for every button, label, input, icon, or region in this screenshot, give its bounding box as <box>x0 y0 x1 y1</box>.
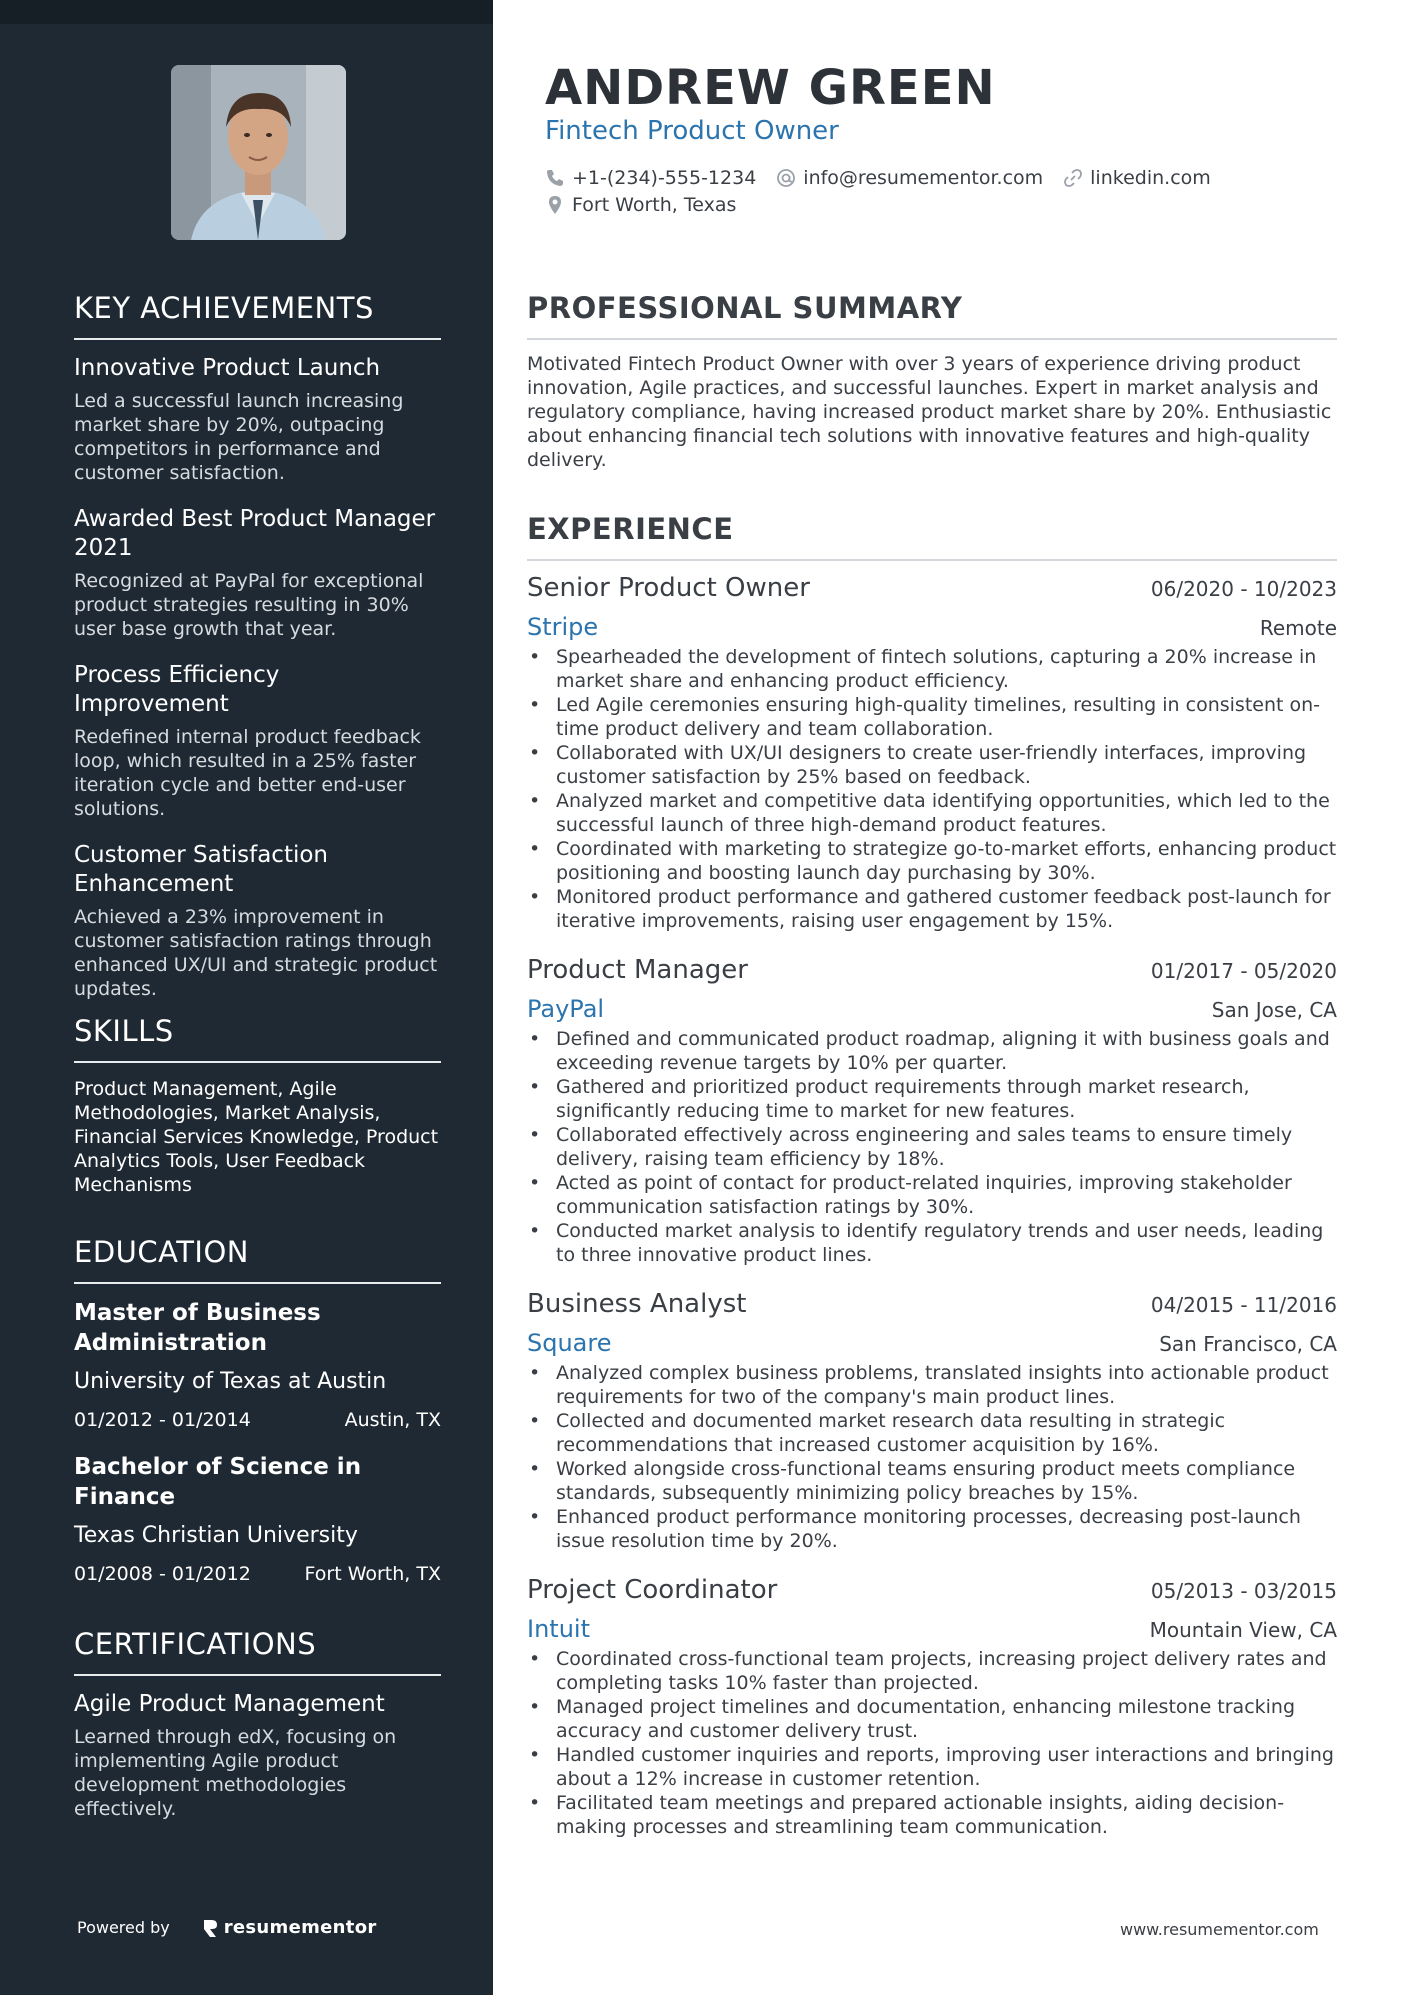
skills-section <box>74 1014 441 1197</box>
job-bullet: • Collaborated with UX/UI designers to create user-friendly interfaces, improving customer satisfaction by 25% based on feedback. <box>527 741 1337 789</box>
job-bullet: • Defined and communicated product roadmap, aligning it with business goals and exceeding revenue targets by 10% per quarter. <box>527 1027 1337 1075</box>
education-school: Texas Christian University <box>74 1523 358 1548</box>
achievement-text: Achieved a 23% improvement in customer satisfaction ratings through enhanced UX/UI and strategic product updates. <box>74 906 438 1000</box>
job-bullet: • Managed project timelines and documentation, enhancing milestone tracking accuracy and customer delivery trust. <box>527 1695 1337 1743</box>
job-role: Business Analyst <box>527 1289 747 1319</box>
profile-photo <box>171 65 346 240</box>
education-meta <box>74 1408 441 1432</box>
skills-heading: SKILLS <box>74 1014 441 1063</box>
achievement-text: Redefined internal product feedback loop, which resulted in a 25% faster iteration cycle and better end-user solutions. <box>74 726 421 820</box>
job-bullet: • Collaborated effectively across engineering and sales teams to ensure timely delivery, raising team efficiency by 18%. <box>527 1123 1337 1171</box>
job-dates: 06/2020 - 10/2023 <box>1150 577 1337 601</box>
job-bullet: • Collected and documented market research data resulting in strategic recommendations that increased customer acquisition by 16%. <box>527 1409 1337 1457</box>
contact-location: Fort Worth, Texas <box>545 194 736 216</box>
summary-heading: PROFESSIONAL SUMMARY <box>527 291 1337 340</box>
job-entry <box>527 573 1337 933</box>
key-achievements-section <box>74 291 441 1001</box>
job-entry <box>527 1575 1337 1839</box>
job-dates: 04/2015 - 11/2016 <box>1150 1293 1337 1317</box>
key-achievements-heading: KEY ACHIEVEMENTS <box>74 291 441 340</box>
job-company: Stripe <box>527 613 599 641</box>
job-company: Square <box>527 1329 612 1357</box>
education-location: Fort Worth, TX <box>304 1563 441 1585</box>
job-bullets <box>527 645 1337 933</box>
job-dates: 05/2013 - 03/2015 <box>1150 1579 1337 1603</box>
education-degree: Master of Business Administration <box>74 1300 321 1356</box>
experience-section <box>527 512 1337 1839</box>
professional-summary-section <box>527 291 1337 472</box>
education-degree: Bachelor of Science in Finance <box>74 1454 362 1510</box>
job-role: Product Manager <box>527 955 748 985</box>
job-bullet: • Gathered and prioritized product requirements through market research, significantly reducing time to market for new features. <box>527 1075 1337 1123</box>
contact-phone[interactable]: +1-(234)-555-1234 <box>545 167 756 189</box>
candidate-name: ANDREW GREEN <box>545 60 996 116</box>
job-bullet: • Worked alongside cross-functional teams ensuring product meets compliance standards, subsequently minimizing policy breaches by 15%. <box>527 1457 1337 1505</box>
certification-title: Agile Product Management <box>74 1691 385 1717</box>
at-icon <box>776 168 796 188</box>
education-location: Austin, TX <box>344 1409 441 1431</box>
job-bullet: • Enhanced product performance monitoring processes, decreasing post-launch issue resolution time by 20%. <box>527 1505 1337 1553</box>
job-entry <box>527 955 1337 1267</box>
achievement-text: Led a successful launch increasing market share by 20%, outpacing competitors in performance and customer satisfaction. <box>74 390 404 484</box>
job-role: Senior Product Owner <box>527 573 810 603</box>
education-school: University of Texas at Austin <box>74 1369 387 1394</box>
job-location: Mountain View, CA <box>1149 1618 1337 1642</box>
link-icon <box>1063 168 1083 188</box>
job-bullet: • Coordinated cross-functional team projects, increasing project delivery rates and completing tasks 10% faster than projected. <box>527 1647 1337 1695</box>
job-bullets <box>527 1647 1337 1839</box>
experience-heading: EXPERIENCE <box>527 512 1337 561</box>
job-bullet: • Acted as point of contact for product-related inquiries, improving stakeholder communication satisfaction ratings by 30%. <box>527 1171 1337 1219</box>
education-dates: 01/2012 - 01/2014 <box>74 1409 251 1431</box>
achievement-title: Customer Satisfaction Enhancement <box>74 842 329 897</box>
powered-by-label: Powered by <box>77 1918 170 1937</box>
achievement-title: Innovative Product Launch <box>74 355 381 381</box>
job-location: San Jose, CA <box>1211 998 1337 1022</box>
brand-name: resumementor <box>223 1917 377 1938</box>
candidate-title: Fintech Product Owner <box>545 116 839 146</box>
education-dates: 01/2008 - 01/2012 <box>74 1563 251 1585</box>
contact-linkedin[interactable]: linkedin.com <box>1063 167 1211 189</box>
job-bullet: • Led Agile ceremonies ensuring high-quality timelines, resulting in consistent on-time product delivery and team collaboration. <box>527 693 1337 741</box>
certification-text: Learned through edX, focusing on implementing Agile product development methodologies effectively. <box>74 1726 397 1820</box>
brand-mark-icon <box>202 1918 218 1938</box>
job-bullet: • Coordinated with marketing to strategize go-to-market efforts, enhancing product positioning and boosting launch day purchasing by 30%. <box>527 837 1337 885</box>
job-location: Remote <box>1259 616 1337 640</box>
contact-email[interactable]: info@resumementor.com <box>776 167 1043 189</box>
education-heading: EDUCATION <box>74 1235 441 1284</box>
sidebar-top-bar <box>0 0 493 24</box>
job-bullet: • Spearheaded the development of fintech solutions, capturing a 20% increase in market share and enhancing product efficiency. <box>527 645 1337 693</box>
job-bullet: • Handled customer inquiries and reports, improving user interactions and bringing about a 12% increase in customer retention. <box>527 1743 1337 1791</box>
job-dates: 01/2017 - 05/2020 <box>1150 959 1337 983</box>
contact-info <box>545 164 1315 218</box>
certifications-heading: CERTIFICATIONS <box>74 1627 441 1676</box>
footer-url[interactable]: www.resumementor.com <box>1120 1920 1319 1939</box>
job-bullet: • Conducted market analysis to identify regulatory trends and user needs, leading to three innovative product lines. <box>527 1219 1337 1267</box>
job-bullet: • Facilitated team meetings and prepared actionable insights, aiding decision-making processes and streamlining team communication. <box>527 1791 1337 1839</box>
job-bullet: • Monitored product performance and gathered customer feedback post-launch for iterative improvements, raising user engagement by 15%. <box>527 885 1337 933</box>
sidebar <box>0 0 493 1995</box>
job-company: Intuit <box>527 1615 590 1643</box>
education-meta <box>74 1562 441 1586</box>
education-section <box>74 1235 441 1586</box>
job-entry <box>527 1289 1337 1553</box>
job-bullet: • Analyzed market and competitive data identifying opportunities, which led to the successful launch of three high-demand product features. <box>527 789 1337 837</box>
achievement-text: Recognized at PayPal for exceptional product strategies resulting in 30% user base growth that year. <box>74 570 424 640</box>
brand-logo[interactable] <box>202 1917 377 1938</box>
powered-by <box>77 1917 377 1938</box>
job-bullet: • Analyzed complex business problems, translated insights into actionable product requirements for two of the company's main product lines. <box>527 1361 1337 1409</box>
phone-icon <box>545 168 565 188</box>
job-location: San Francisco, CA <box>1159 1332 1337 1356</box>
job-role: Project Coordinator <box>527 1575 778 1605</box>
job-company: PayPal <box>527 995 605 1023</box>
skills-text: Product Management, Agile Methodologies, Market Analysis, Financial Services Knowledge, Product Analytics Tools, User Feedback Mechanisms <box>74 1078 439 1196</box>
achievement-title: Process Efficiency Improvement <box>74 662 280 717</box>
location-pin-icon <box>545 195 565 215</box>
certifications-section <box>74 1627 441 1821</box>
summary-text: Motivated Fintech Product Owner with over 3 years of experience driving product innovation, Agile practices, and successful launches. Expert in market analysis and regulatory compliance, having increased product market share by 20%. Enthusiastic about enhancing financial tech solutions with innovative features and high-quality delivery. <box>527 353 1332 471</box>
job-bullets <box>527 1361 1337 1553</box>
job-bullets <box>527 1027 1337 1267</box>
achievement-title: Awarded Best Product Manager 2021 <box>74 506 436 561</box>
